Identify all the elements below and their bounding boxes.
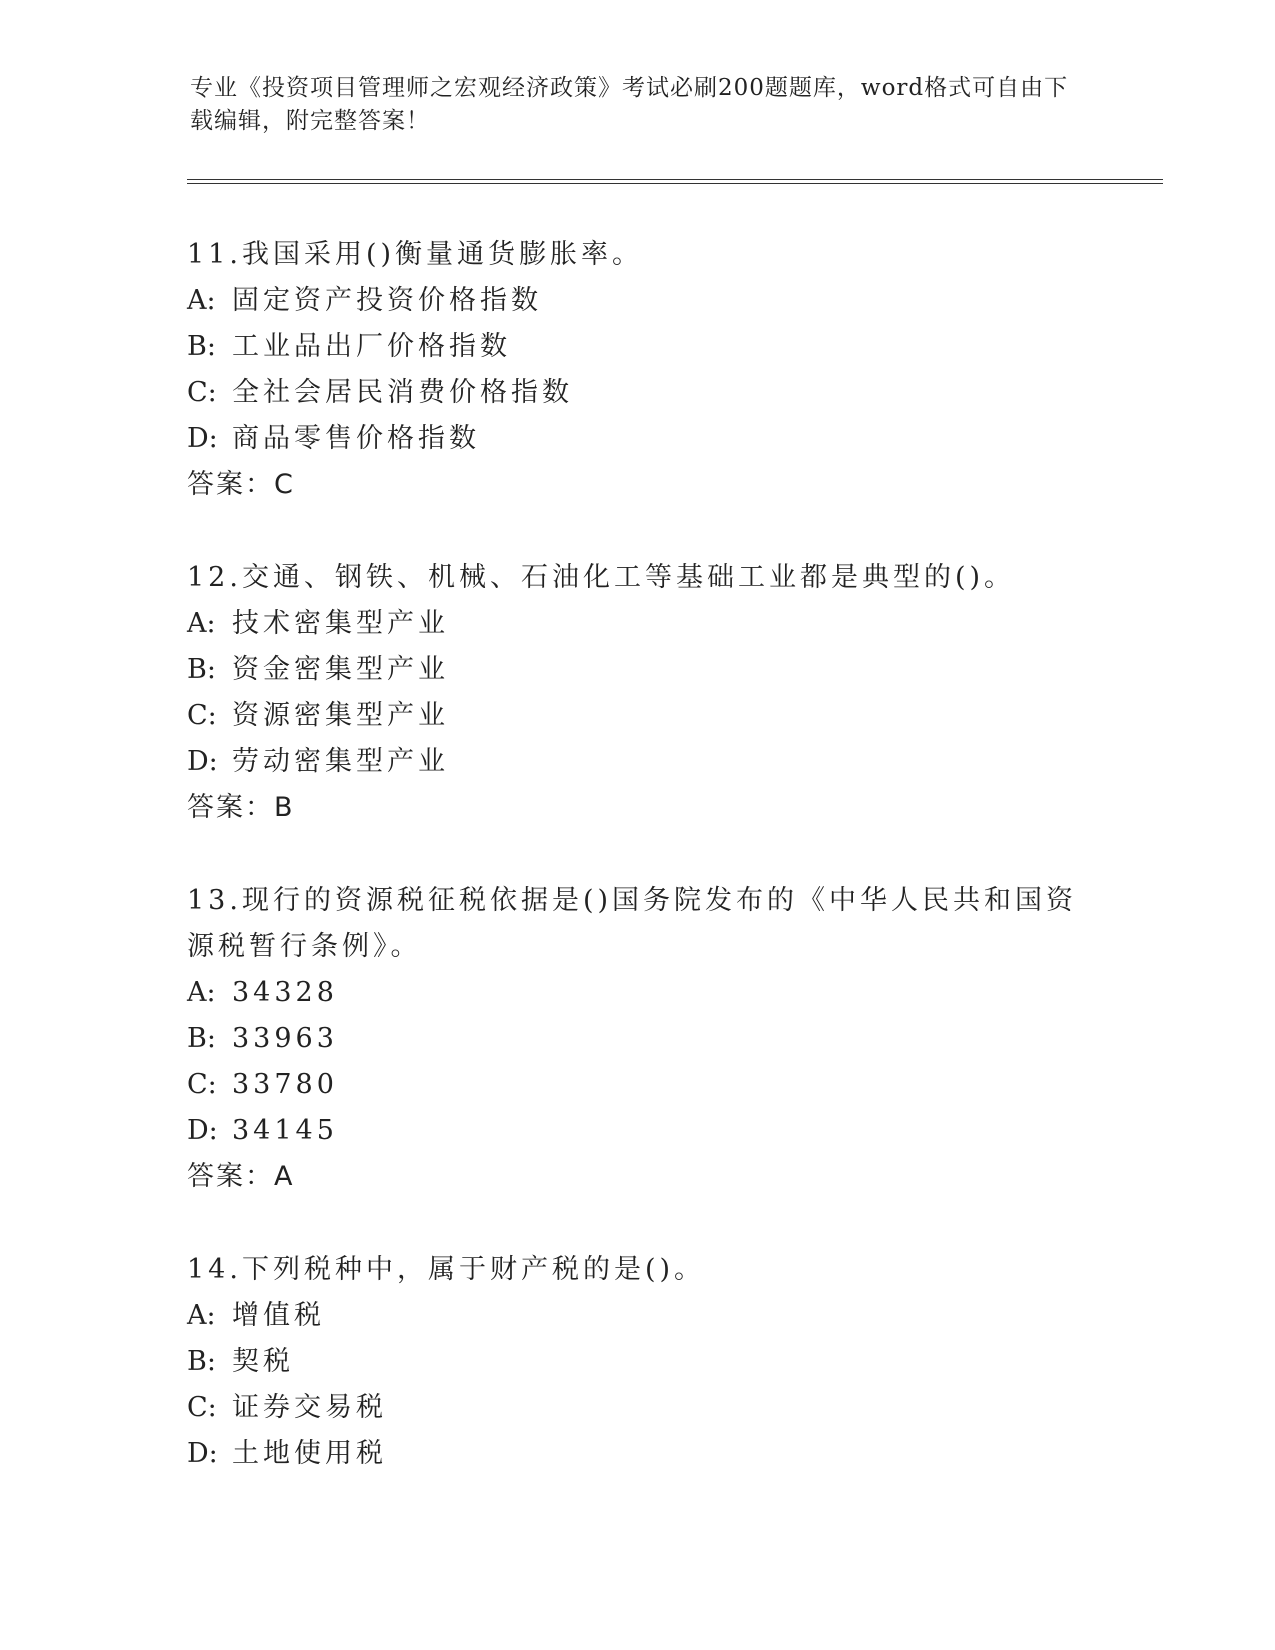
header-divider — [187, 179, 1163, 184]
option-b — [187, 324, 1087, 370]
option-key: C: — [187, 377, 217, 408]
question-stem: 12.交通、钢铁、机械、石油化工等基础工业都是典型的()。 — [187, 562, 1016, 593]
option-c — [187, 1062, 1087, 1108]
option-key: A: — [187, 608, 216, 639]
option-text: 增值税 — [232, 1300, 325, 1331]
question-stem: 14.下列税种中，属于财产税的是()。 — [187, 1254, 706, 1285]
option-text: 契税 — [232, 1346, 294, 1377]
option-d — [187, 1108, 1087, 1154]
option-text: 劳动密集型产业 — [232, 746, 449, 777]
question-13 — [187, 878, 1087, 1200]
option-b — [187, 1339, 1087, 1385]
option-text: 34328 — [232, 977, 338, 1008]
option-text: 资金密集型产业 — [232, 654, 449, 685]
option-a — [187, 970, 1087, 1016]
option-c — [187, 693, 1087, 739]
option-d — [187, 416, 1087, 462]
option-text: 34145 — [232, 1115, 338, 1146]
option-text: 技术密集型产业 — [232, 608, 449, 639]
option-b — [187, 647, 1087, 693]
option-text: 商品零售价格指数 — [232, 423, 480, 454]
option-key: C: — [187, 700, 217, 731]
question-stem: 13.现行的资源税征税依据是()国务院发布的《中华人民共和国资源税暂行条例》。 — [187, 885, 1078, 962]
option-key: A: — [187, 1300, 216, 1331]
option-key: D: — [187, 423, 218, 454]
option-b — [187, 1016, 1087, 1062]
option-key: A: — [187, 285, 216, 316]
question-11 — [187, 232, 1087, 508]
answer-line: 答案：A — [187, 1161, 295, 1192]
option-text: 33780 — [232, 1069, 338, 1100]
question-12 — [187, 555, 1087, 831]
answer-line: 答案：C — [187, 469, 295, 500]
option-key: B: — [187, 1023, 216, 1054]
option-key: D: — [187, 1438, 218, 1469]
document-intro: 专业《投资项目管理师之宏观经济政策》考试必刷200题题库，word格式可自由下载编辑，附完整答案！ — [190, 75, 1069, 134]
option-key: C: — [187, 1069, 217, 1100]
option-text: 33963 — [232, 1023, 338, 1054]
question-14 — [187, 1247, 1087, 1477]
option-d — [187, 739, 1087, 785]
option-key: B: — [187, 1346, 216, 1377]
option-key: B: — [187, 331, 216, 362]
option-text: 固定资产投资价格指数 — [232, 285, 542, 316]
option-key: C: — [187, 1392, 217, 1423]
option-a — [187, 1293, 1087, 1339]
option-c — [187, 370, 1087, 416]
option-c — [187, 1385, 1087, 1431]
option-key: D: — [187, 746, 218, 777]
option-a — [187, 601, 1087, 647]
option-text: 资源密集型产业 — [232, 700, 449, 731]
answer-line: 答案：B — [187, 792, 295, 823]
option-key: A: — [187, 977, 216, 1008]
option-key: D: — [187, 1115, 218, 1146]
option-text: 证券交易税 — [232, 1392, 387, 1423]
option-key: B: — [187, 654, 216, 685]
option-text: 全社会居民消费价格指数 — [232, 377, 573, 408]
option-text: 土地使用税 — [232, 1438, 387, 1469]
option-d — [187, 1431, 1087, 1477]
question-list — [187, 232, 1087, 1524]
option-a — [187, 278, 1087, 324]
option-text: 工业品出厂价格指数 — [232, 331, 511, 362]
question-stem: 11.我国采用()衡量通货膨胀率。 — [187, 239, 644, 270]
